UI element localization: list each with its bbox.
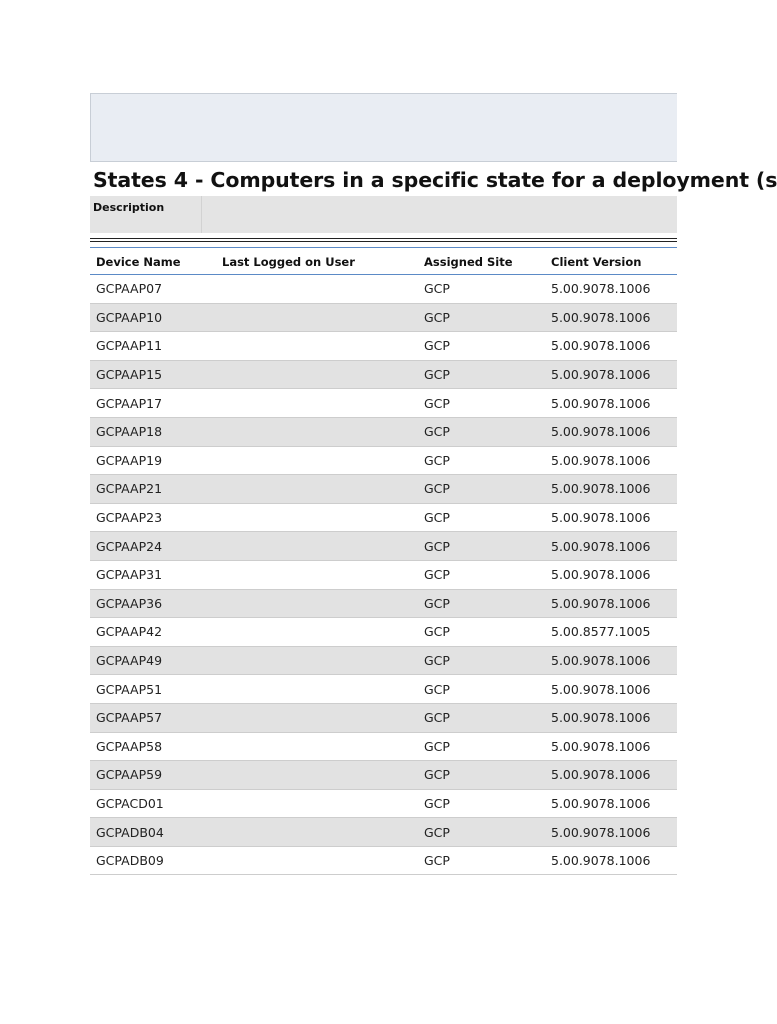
report-title: States 4 - Computers in a specific state for a deployment (s [93, 168, 777, 192]
table-row[interactable] [90, 332, 677, 361]
assigned-site-cell: GCP [424, 681, 450, 697]
client-version-cell: 5.00.9078.1006 [551, 767, 651, 783]
table-row[interactable] [90, 790, 677, 819]
device-name-cell: GCPAAP23 [96, 510, 163, 526]
divider-rule [90, 241, 677, 242]
client-version-cell: 5.00.9078.1006 [551, 824, 651, 840]
column-header-last-logged-on-user[interactable]: Last Logged on User [222, 255, 355, 269]
table-row[interactable] [90, 847, 677, 876]
assigned-site-cell: GCP [424, 281, 450, 297]
device-name-cell: GCPACD01 [96, 795, 164, 811]
assigned-site-cell: GCP [424, 338, 450, 354]
report-page [90, 93, 777, 875]
table-row[interactable] [90, 475, 677, 504]
assigned-site-cell: GCP [424, 710, 450, 726]
table-row[interactable] [90, 561, 677, 590]
device-name-cell: GCPAAP24 [96, 538, 163, 554]
client-version-cell: 5.00.9078.1006 [551, 452, 651, 468]
assigned-site-cell: GCP [424, 824, 450, 840]
assigned-site-cell: GCP [424, 538, 450, 554]
device-name-cell: GCPAAP42 [96, 624, 163, 640]
assigned-site-cell: GCP [424, 767, 450, 783]
table-row[interactable] [90, 733, 677, 762]
column-header-client-version[interactable]: Client Version [551, 255, 642, 269]
device-name-cell: GCPAAP11 [96, 338, 163, 354]
description-band [90, 196, 677, 233]
client-version-cell: 5.00.8577.1005 [551, 624, 651, 640]
assigned-site-cell: GCP [424, 452, 450, 468]
assigned-site-cell: GCP [424, 567, 450, 583]
assigned-site-cell: GCP [424, 795, 450, 811]
table-row[interactable] [90, 447, 677, 476]
device-name-cell: GCPAAP10 [96, 309, 163, 325]
client-version-cell: 5.00.9078.1006 [551, 538, 651, 554]
device-name-cell: GCPAAP49 [96, 653, 163, 669]
device-name-cell: GCPAAP17 [96, 395, 163, 411]
device-name-cell: GCPAAP07 [96, 281, 163, 297]
device-name-cell: GCPAAP18 [96, 424, 163, 440]
client-version-cell: 5.00.9078.1006 [551, 424, 651, 440]
column-header-assigned-site[interactable]: Assigned Site [424, 255, 513, 269]
client-version-cell: 5.00.9078.1006 [551, 281, 651, 297]
table-row[interactable] [90, 675, 677, 704]
device-name-cell: GCPAAP57 [96, 710, 163, 726]
client-version-cell: 5.00.9078.1006 [551, 595, 651, 611]
table-row[interactable] [90, 590, 677, 619]
assigned-site-cell: GCP [424, 853, 450, 869]
device-name-cell: GCPAAP19 [96, 452, 163, 468]
results-table [90, 247, 677, 875]
table-row[interactable] [90, 618, 677, 647]
column-header-device-name[interactable]: Device Name [96, 255, 181, 269]
table-row[interactable] [90, 761, 677, 790]
assigned-site-cell: GCP [424, 395, 450, 411]
table-row[interactable] [90, 647, 677, 676]
table-row[interactable] [90, 704, 677, 733]
report-banner [90, 93, 677, 162]
device-name-cell: GCPAAP21 [96, 481, 163, 497]
client-version-cell: 5.00.9078.1006 [551, 481, 651, 497]
assigned-site-cell: GCP [424, 595, 450, 611]
client-version-cell: 5.00.9078.1006 [551, 738, 651, 754]
assigned-site-cell: GCP [424, 367, 450, 383]
client-version-cell: 5.00.9078.1006 [551, 395, 651, 411]
device-name-cell: GCPADB09 [96, 853, 164, 869]
client-version-cell: 5.00.9078.1006 [551, 710, 651, 726]
device-name-cell: GCPAAP59 [96, 767, 163, 783]
table-row[interactable] [90, 361, 677, 390]
client-version-cell: 5.00.9078.1006 [551, 367, 651, 383]
table-row[interactable] [90, 304, 677, 333]
description-label: Description [90, 196, 202, 233]
device-name-cell: GCPAAP15 [96, 367, 163, 383]
client-version-cell: 5.00.9078.1006 [551, 653, 651, 669]
assigned-site-cell: GCP [424, 624, 450, 640]
client-version-cell: 5.00.9078.1006 [551, 567, 651, 583]
device-name-cell: GCPADB04 [96, 824, 164, 840]
table-row[interactable] [90, 532, 677, 561]
assigned-site-cell: GCP [424, 424, 450, 440]
device-name-cell: GCPAAP51 [96, 681, 163, 697]
client-version-cell: 5.00.9078.1006 [551, 681, 651, 697]
client-version-cell: 5.00.9078.1006 [551, 309, 651, 325]
assigned-site-cell: GCP [424, 309, 450, 325]
device-name-cell: GCPAAP31 [96, 567, 163, 583]
assigned-site-cell: GCP [424, 738, 450, 754]
device-name-cell: GCPAAP36 [96, 595, 163, 611]
client-version-cell: 5.00.9078.1006 [551, 853, 651, 869]
client-version-cell: 5.00.9078.1006 [551, 338, 651, 354]
table-row[interactable] [90, 418, 677, 447]
divider-rule [90, 238, 677, 239]
table-row[interactable] [90, 818, 677, 847]
assigned-site-cell: GCP [424, 481, 450, 497]
client-version-cell: 5.00.9078.1006 [551, 510, 651, 526]
table-row[interactable] [90, 389, 677, 418]
assigned-site-cell: GCP [424, 510, 450, 526]
table-header-row [90, 248, 677, 275]
device-name-cell: GCPAAP58 [96, 738, 163, 754]
table-row[interactable] [90, 275, 677, 304]
table-row[interactable] [90, 504, 677, 533]
assigned-site-cell: GCP [424, 653, 450, 669]
client-version-cell: 5.00.9078.1006 [551, 795, 651, 811]
table-body [90, 275, 677, 875]
